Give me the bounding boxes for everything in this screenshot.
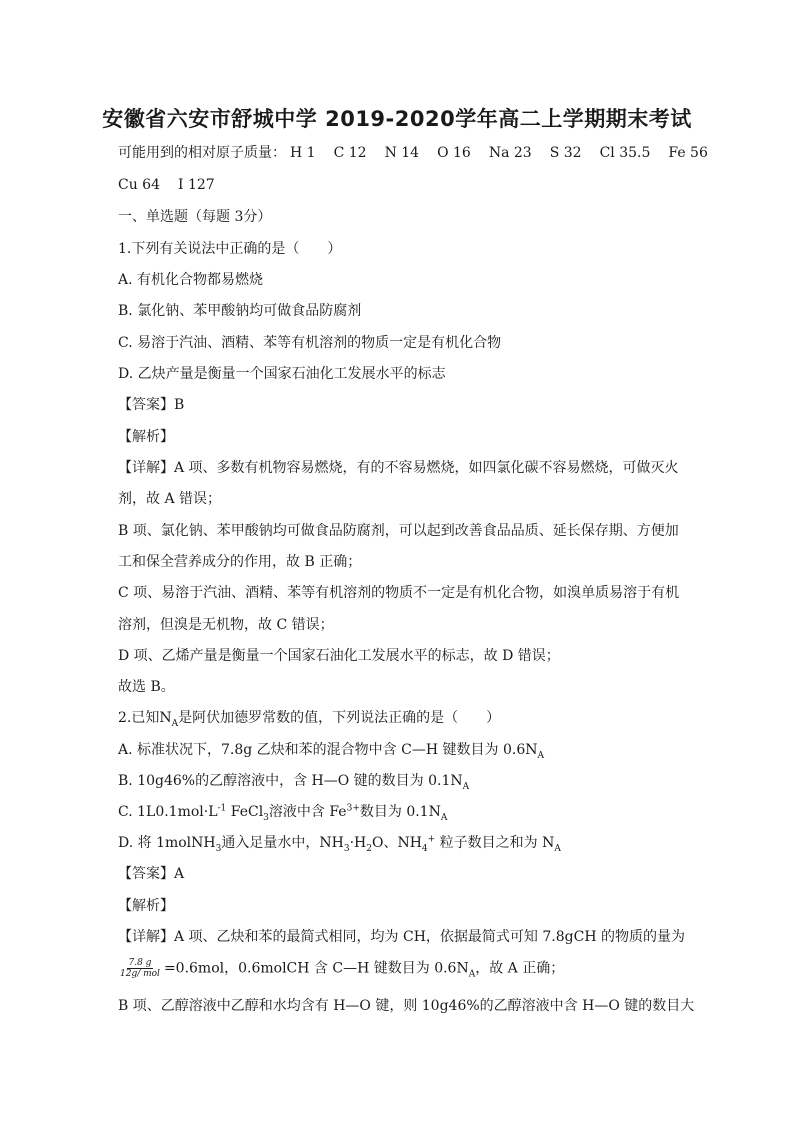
atomic-mass-cu: Cu 64 bbox=[118, 177, 160, 193]
q1-detail-line-3: B 项、氯化钠、苯甲酸钠均可做食品防腐剂，可以起到改善食品品质、延长保存期、方便加 bbox=[118, 523, 679, 539]
q2-detail-line-3: B 项、乙醇溶液中乙醇和水均含有 H—O 键，则 10g46%的乙醇溶液中含 H—O 键的数目大 bbox=[118, 998, 695, 1014]
atomic-mass-i: I 127 bbox=[178, 177, 215, 193]
q1-option-c: C. 易溶于汽油、酒精、苯等有机溶剂的物质一定是有机化合物 bbox=[118, 335, 502, 351]
atomic-mass-o: O 16 bbox=[437, 145, 471, 161]
fraction: $\frac{7.8 g}{\text{12g/ mol}}$ bbox=[120, 958, 160, 979]
q1-detail-line-6: 溶剂，但溴是无机物，故 C 错误； bbox=[118, 617, 334, 633]
q2-answer: 【答案】A bbox=[118, 866, 185, 882]
q2-option-c: C. $1L0.1mol\cdot L^{-1}$ FeCl$_3$溶液中含 $Fe^{3+}$数目为 $0.1N_A$ bbox=[118, 803, 448, 823]
q1-option-b: B. 氯化钠、苯甲酸钠均可做食品防腐剂 bbox=[118, 303, 362, 319]
q2-stem: 2.已知$N_A$是阿伏加德罗常数的值，下列说法正确的是（ ） bbox=[118, 710, 501, 729]
atomic-mass-row-1 bbox=[118, 143, 708, 163]
page-title: 安徽省六安市舒城中学 2019-2020学年高二上学期期末考试 bbox=[102, 107, 692, 131]
q1-detail-line-8: 故选 B。 bbox=[118, 679, 175, 695]
atomic-mass-s: S 32 bbox=[549, 145, 582, 161]
atomic-mass-c: C 12 bbox=[333, 145, 367, 161]
atomic-mass-n: N 14 bbox=[384, 145, 420, 161]
q1-detail-line-7: D 项、乙烯产量是衡量一个国家石油化工发展水平的标志，故 D 错误； bbox=[118, 648, 560, 664]
q1-option-d: D. 乙炔产量是衡量一个国家石油化工发展水平的标志 bbox=[118, 366, 446, 382]
atomic-mass-fe: Fe 56 bbox=[668, 145, 708, 161]
q2-analysis: 【解析】 bbox=[118, 898, 174, 914]
q1-detail-line-2: 剂，故 A 错误； bbox=[118, 491, 222, 507]
atomic-mass-label: 可能用到的相对原子质量： bbox=[118, 145, 286, 161]
atomic-mass-cl: Cl 35.5 bbox=[599, 145, 651, 161]
q2-detail-line-1: 【详解】A 项、乙炔和苯的最简式相同，均为 CH，依据最简式可知 7.8gCH 的物质的量为 bbox=[118, 929, 685, 945]
q2-option-b: B. 10g46%的乙醇溶液中，含 H—O 键的数目为 $0.1N_A$ bbox=[118, 773, 470, 792]
q1-detail-line-5: C 项、易溶于汽油、酒精、苯等有机溶剂的物质不一定是有机化合物，如溴单质易溶于有机 bbox=[118, 585, 680, 601]
q1-stem: 1.下列有关说法中正确的是（ ） bbox=[118, 241, 342, 257]
atomic-mass-h: H 1 bbox=[290, 145, 316, 161]
q1-detail-line-4: 工和保全营养成分的作用，故 B 正确； bbox=[118, 554, 362, 570]
q2-detail-line-2: $\frac{7.8 g}{\text{12g/ mol}}$ =0.6mol，0.6molCH 含 C—H 键数目为 $0.6N_A$，故 A 正确； bbox=[120, 958, 565, 980]
q2-option-a: A. 标准状况下，7.8g 乙炔和苯的混合物中含 C—H 键数目为 $0.6N_A$ bbox=[118, 742, 544, 761]
q2-option-d: D. 将 1molNH$_3$通入足量水中，$NH_3\cdot H_2O$、$NH_4^+$ 粒子数目之和为 $N_A$ bbox=[118, 834, 561, 854]
atomic-mass-na: Na 23 bbox=[488, 145, 532, 161]
q1-option-a: A. 有机化合物都易燃烧 bbox=[118, 272, 264, 288]
q1-answer: 【答案】B bbox=[118, 397, 185, 413]
atomic-mass-row-2 bbox=[118, 175, 688, 195]
section-heading: 一、单选题（每题 3分） bbox=[118, 209, 272, 225]
q1-analysis: 【解析】 bbox=[118, 429, 174, 445]
q1-detail-line-1: 【详解】A 项、多数有机物容易燃烧，有的不容易燃烧，如四氯化碳不容易燃烧，可做灭火 bbox=[118, 460, 679, 476]
